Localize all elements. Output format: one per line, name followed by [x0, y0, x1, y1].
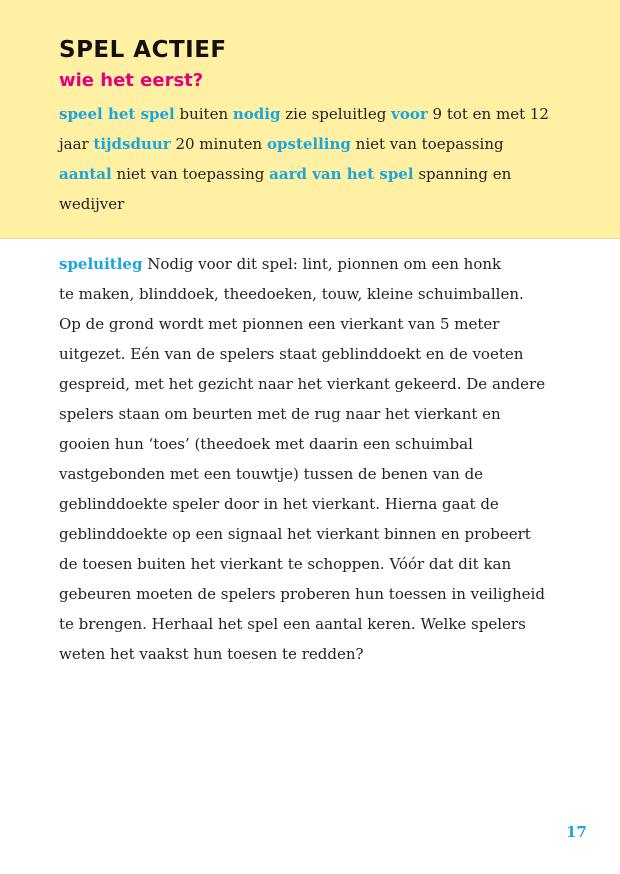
header-panel	[0, 0, 620, 239]
instruction-line: gebeuren moeten de spelers proberen hun toessen in veiligheid	[59, 585, 545, 603]
meta-value-duration: 20 minuten	[170, 135, 267, 153]
instruction-line: geblinddoekte speler door in het vierkant. Hierna gaat de	[59, 495, 499, 513]
meta-value-needed: zie speluitleg	[280, 105, 392, 123]
instructions-label: speluitleg	[59, 255, 143, 273]
meta-keyword-play: speel het spel	[59, 105, 175, 123]
game-instructions	[59, 249, 569, 669]
instruction-line: spelers staan om beurten met de rug naar het vierkant en	[59, 405, 501, 423]
instruction-line: geblinddoekte op een signaal het vierkant binnen en probeert	[59, 525, 531, 543]
instruction-line: vastgebonden met een touwtje) tussen de benen van de	[59, 465, 484, 483]
meta-value-type: spanning en	[413, 165, 512, 183]
meta-keyword-for: voor	[391, 105, 428, 123]
instruction-line: Op de grond wordt met pionnen een vierkant van 5 meter	[59, 315, 500, 333]
instruction-line: te brengen. Herhaal het spel een aantal keren. Welke spelers	[59, 615, 526, 633]
meta-keyword-players: aantal	[59, 165, 112, 183]
meta-keyword-needed: nodig	[232, 105, 281, 123]
meta-value-for: 9 tot en met 12	[427, 105, 549, 123]
meta-value-players: niet van toepassing	[111, 165, 270, 183]
meta-value-type-cont: wedijver	[59, 195, 125, 213]
instruction-line: gespreid, met het gezicht naar het vierkant gekeerd. De andere	[59, 375, 546, 393]
meta-keyword-setup: opstelling	[267, 135, 351, 153]
game-subtitle: wie het eerst?	[59, 70, 204, 91]
meta-value-age-unit: jaar	[59, 135, 94, 153]
instruction-line: weten het vaakst hun toesen te redden?	[59, 645, 364, 663]
instruction-line: de toesen buiten het vierkant te schoppen. Vóór dat dit kan	[59, 555, 512, 573]
page-title: SPEL ACTIEF	[59, 37, 227, 63]
game-info	[59, 99, 569, 219]
instruction-line: uitgezet. Eén van de spelers staat geblinddoekt en de voeten	[59, 345, 524, 363]
meta-value-play: buiten	[174, 105, 233, 123]
meta-keyword-duration: tijdsduur	[93, 135, 171, 153]
meta-value-setup: niet van toepassing	[350, 135, 504, 153]
instruction-line: speluitleg Nodig voor dit spel: lint, pionnen om een honk	[59, 255, 502, 273]
instruction-line: te maken, blinddoek, theedoeken, touw, kleine schuimballen.	[59, 285, 524, 303]
page-number: 17	[566, 823, 587, 841]
meta-keyword-type: aard van het spel	[269, 165, 414, 183]
instruction-line: gooien hun ‘toes’ (theedoek met daarin een schuimbal	[59, 435, 473, 453]
